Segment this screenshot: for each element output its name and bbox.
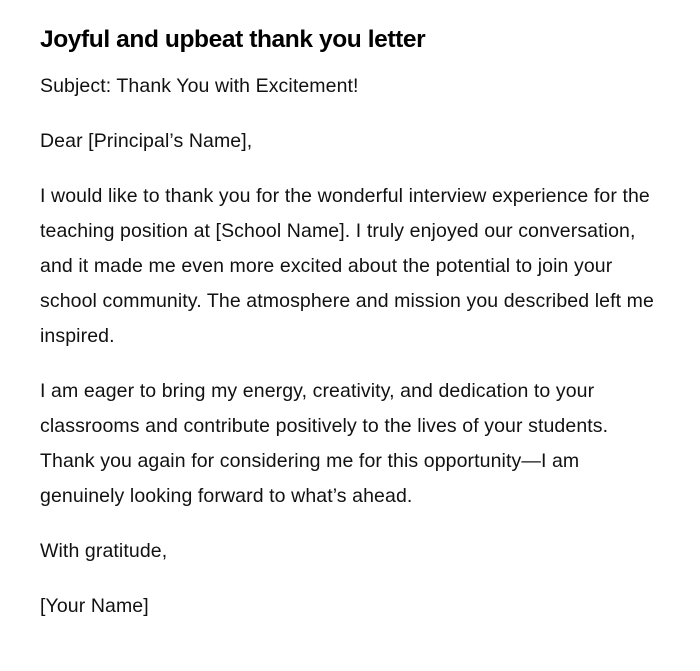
letter-closing: With gratitude, [40, 540, 168, 562]
letter-salutation: Dear [Principal’s Name], [40, 130, 253, 152]
letter-subject: Subject: Thank You with Excitement! [40, 75, 359, 97]
letter-body-paragraph-2: I am eager to bring my energy, creativity, and dedication to your classrooms and contribute positively to the lives of your students. Thank you again for considering me for this opportunity—I am genuinely looking forward to what’s ahead. [40, 380, 609, 507]
letter-body-paragraph-1: I would like to thank you for the wonderful interview experience for the teaching position at [School Name]. I truly enjoyed our conversation, and it made me even more excited about the potential to join your school community. The atmosphere and mission you described left me inspired. [40, 185, 654, 347]
letter-signature: [Your Name] [40, 595, 149, 617]
letter-title: Joyful and upbeat thank you letter [40, 26, 426, 53]
